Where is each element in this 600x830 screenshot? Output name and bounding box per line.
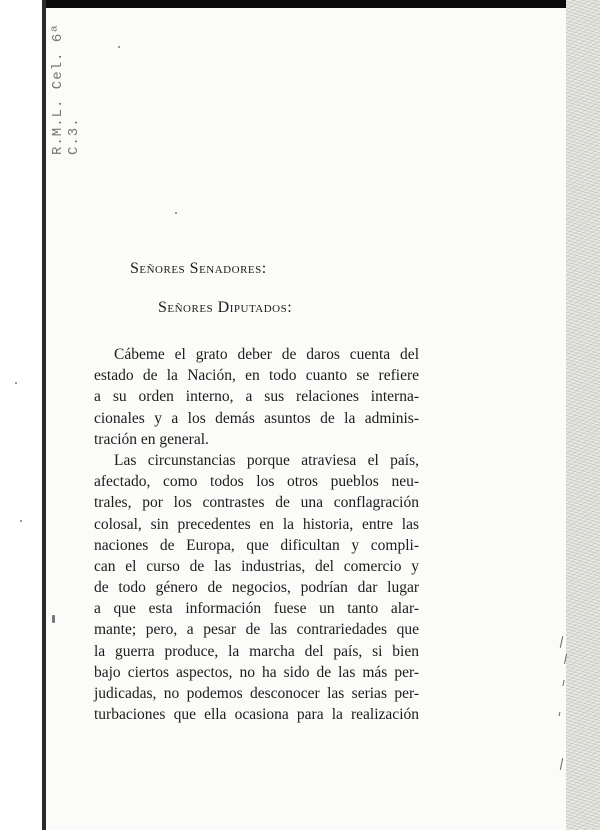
text-line: afectado, como todos los otros pueblos neu- (94, 473, 419, 491)
text-line: Cábeme el grato deber de daros cuenta del (114, 346, 419, 363)
text-line: a que esta información fuese un tanto alar- (94, 600, 419, 618)
text-line: cionales y a los demás asuntos de la adminis- (94, 409, 419, 427)
text-line: trales, por los contrastes de una conflagración (94, 494, 419, 512)
text-line: can el curso de las industrias, del comercio y (94, 557, 419, 575)
text-line: turbaciones que ella ocasiona para la realización (94, 706, 419, 724)
paper-speck (52, 615, 55, 623)
library-shelfmark: R.M.L. Cel. 6ª C.3. (50, 23, 82, 155)
paper-speck (15, 382, 17, 384)
heading-senadores: Señores Senadores: (130, 260, 267, 277)
text-line: mante; pero, a pesar de las contrariedades que (94, 621, 419, 639)
paper-speck (118, 46, 120, 48)
text-line: judicadas, no podemos desconocer las serias per- (94, 685, 419, 702)
margin-pencil-marks (555, 628, 577, 778)
heading-diputados: Señores Diputados: (158, 299, 293, 316)
text-line: naciones de Europa, que dificultan y compli- (94, 536, 419, 554)
binding-edge (0, 0, 46, 830)
paper-speck (175, 212, 177, 214)
text-line: de todo género de negocios, podrían dar lugar (94, 579, 419, 597)
paper-speck (20, 520, 22, 522)
text-line: colosal, sin precedentes en la historia, entre las (94, 515, 419, 533)
text-line: estado de la Nación, en todo cuanto se refiere (94, 367, 419, 385)
text-line: a su orden interno, a sus relaciones interna- (94, 388, 419, 406)
text-line: tración en general. (94, 430, 209, 448)
text-line: Las circunstancias porque atraviesa el país, (114, 451, 419, 469)
text-line: bajo ciertos aspectos, no ha sido de las más per- (94, 663, 419, 681)
scan-top-border (0, 0, 600, 8)
text-line: la guerra produce, la marcha del país, si bien (94, 642, 419, 660)
body-text (94, 344, 419, 725)
